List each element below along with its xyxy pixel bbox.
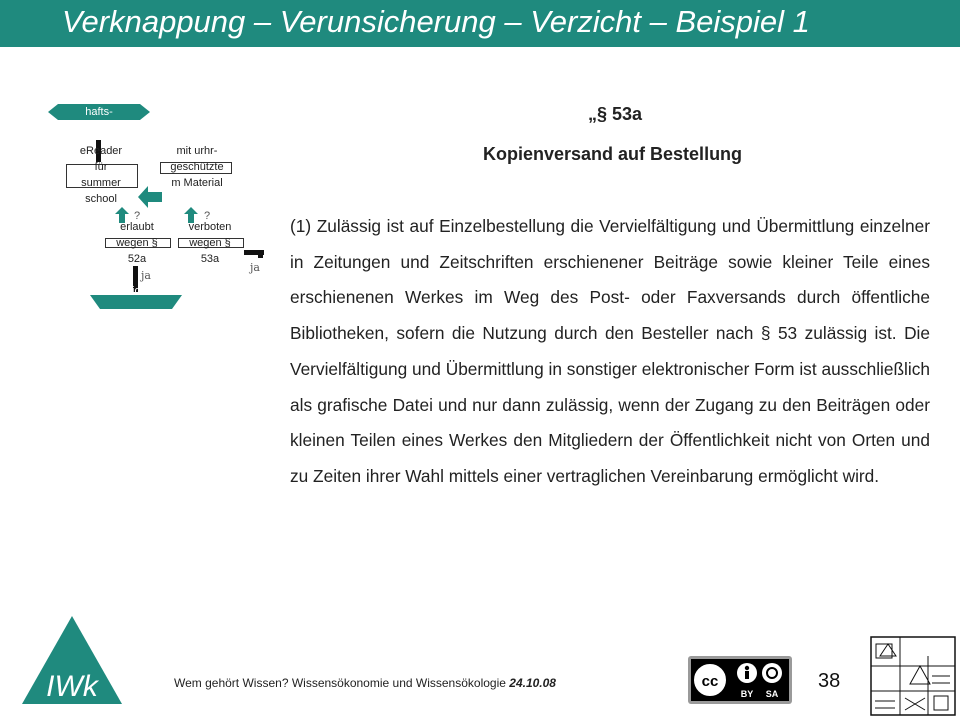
material-line-1: mit urhr- xyxy=(176,145,218,157)
iwk-logo-text: IWk xyxy=(46,670,98,703)
slide-title: Verknappung – Verunsicherung – Verzicht – Beispiel 1 xyxy=(62,4,810,39)
footer-text: Wem gehört Wissen? Wissensökonomie und Wissensökologie xyxy=(174,676,506,690)
question-mark-1: ? xyxy=(134,210,141,222)
iwk-logo xyxy=(22,616,122,706)
material-line-2: geschützte xyxy=(170,161,224,173)
verboten-line-3: 53a xyxy=(200,253,220,265)
ereader-line-4: school xyxy=(85,193,117,205)
law-excerpt xyxy=(280,92,940,542)
cc-by-label: BY xyxy=(740,689,754,699)
ereader-line-3: summer xyxy=(81,177,121,189)
cc-sa-label: SA xyxy=(765,689,779,699)
erlaubt-line-2: wegen § xyxy=(116,237,158,249)
doc-body: (1) Zulässig ist auf Einzelbestellung die Vervielfältigung und Übermittlung einzelner in Zeitungen und Zeitschriften erschienener Beiträge sowie kleiner Teile eines erschienenen Werkes im Weg des Post- oder Faxversands durch öffentliche Bibliotheken, sofern die Nutzung durch den Besteller nach § 53 zulässig ist. Die Vervielfältigung und Übermittlung in sonstiger elektronischer Form ist ausschließlich als grafische Datei und nur dann zulässig, wenn der Zugang zu den Beiträgen oder kleinen Teilen eines Werkes den Mitgliedern der Öffentlichkeit nicht von Orten und zu Zeiten ihrer Wahl mittels einer vertraglichen Vereinbarung ermöglicht wird. xyxy=(290,216,930,486)
verboten-label xyxy=(170,219,250,267)
erlaubt-label xyxy=(98,219,176,267)
erlaubt-line-1: erlaubt xyxy=(120,221,154,233)
title-bar xyxy=(0,0,960,47)
ereader-label xyxy=(60,143,142,207)
ja-label-right: ja xyxy=(250,261,260,274)
material-line-3: m Material xyxy=(171,177,223,189)
doc-heading: „§ 53a xyxy=(588,104,643,124)
flow-bottom-pill: Aktions- xyxy=(116,285,156,297)
building-sketch-icon xyxy=(870,636,956,716)
flow-connector-right-tail xyxy=(258,250,263,258)
erlaubt-line-3: 52a xyxy=(127,253,147,265)
ereader-line-1: eReader xyxy=(79,145,123,157)
question-mark-2: ? xyxy=(204,210,211,222)
verboten-line-2: wegen § xyxy=(189,237,231,249)
page-number: 38 xyxy=(818,670,841,692)
footer-text-container xyxy=(174,676,556,690)
doc-subheading: Kopienversand auf Bestellung xyxy=(483,144,743,164)
svg-text:cc: cc xyxy=(701,673,719,690)
ja-label-left: ja xyxy=(141,269,151,282)
arrow-left-icon xyxy=(138,184,162,210)
flow-top-pill: hafts- xyxy=(85,106,113,118)
ereader-line-2: für xyxy=(94,161,108,173)
material-label xyxy=(156,143,238,191)
verboten-line-1: verboten xyxy=(188,221,232,233)
footer-date: 24.10.08 xyxy=(509,676,556,690)
cc-by-sa-badge[interactable] xyxy=(688,656,792,704)
